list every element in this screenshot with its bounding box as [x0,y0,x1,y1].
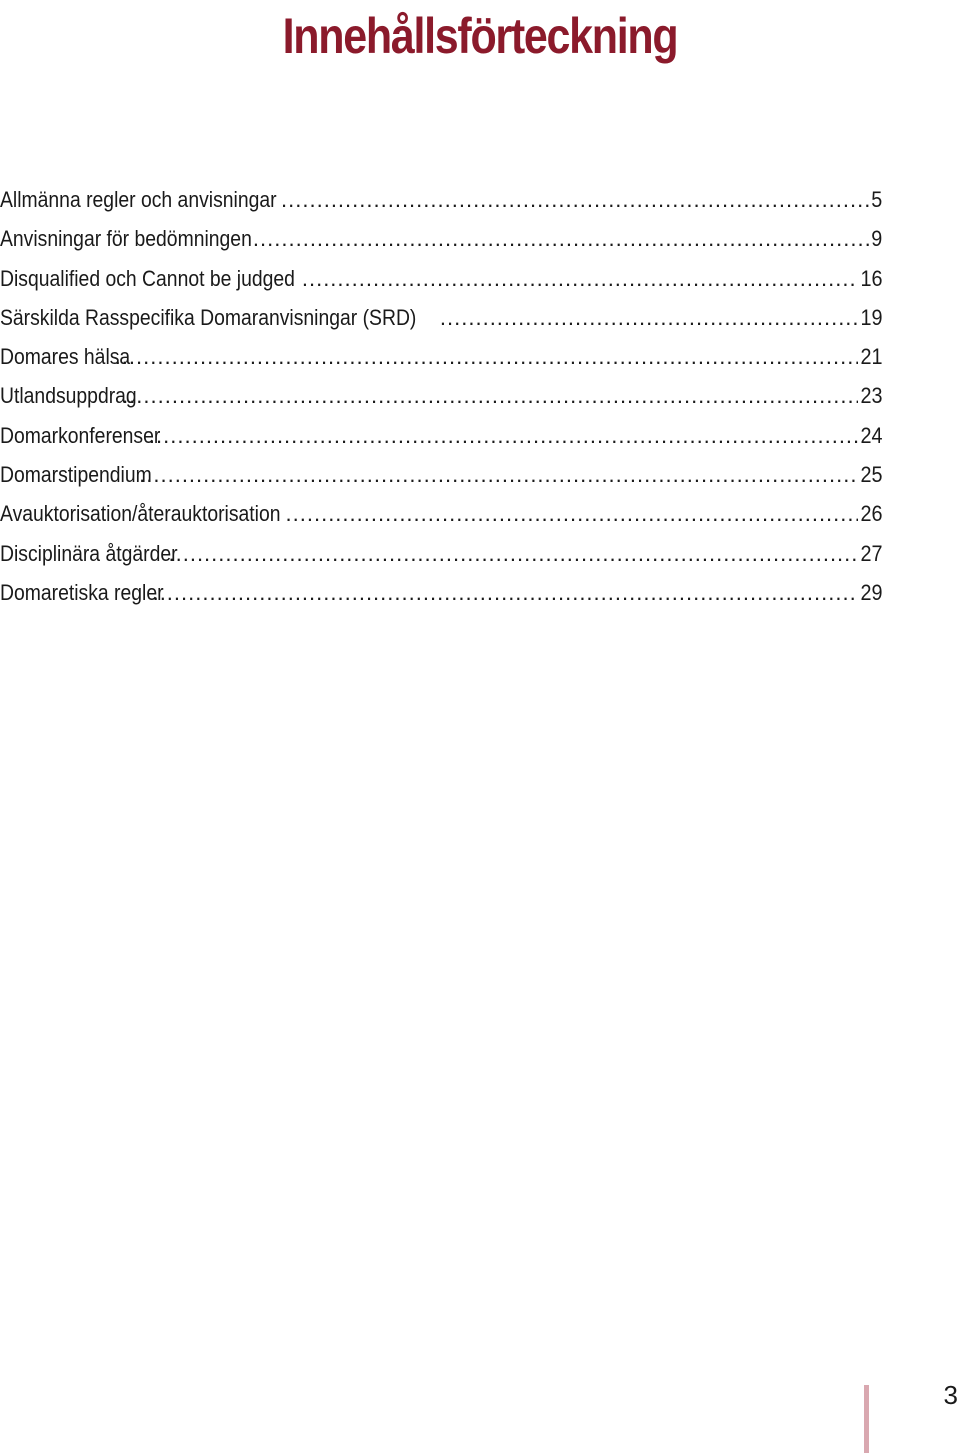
toc-dot-leader [113,337,858,376]
toc-entry[interactable] [0,455,882,494]
toc-dot-leader [279,180,870,219]
toc-entry[interactable] [0,337,882,376]
toc-entry-title: Disciplinära åtgärder [0,540,178,566]
toc-entry[interactable] [0,494,882,533]
toc-entry-title: Domarstipendium [0,462,152,488]
toc-entry-title: Anvisningar för bedömningen [0,226,252,252]
toc-entry[interactable] [0,259,882,298]
toc-entry-page: 27 [859,540,882,566]
footer-rule [864,1385,869,1453]
toc-entry-title: Avauktorisation/återauktorisation [0,501,281,527]
toc-dot-leader [137,455,857,494]
toc-dot-leader [300,259,858,298]
toc-dot-leader [147,416,858,455]
toc-entry[interactable] [0,573,882,612]
toc-dot-leader [251,219,870,258]
toc-entry-page: 24 [859,422,882,448]
toc-dot-leader [120,376,857,415]
toc-entry[interactable] [0,180,882,219]
page-number: 3 [943,1380,958,1410]
toc-entry[interactable] [0,376,882,415]
toc-entry-title: Särskilda Rasspecifika Domaranvisningar (SRD) [0,304,417,330]
toc-dot-leader [438,298,858,337]
toc-dot-leader [151,573,858,612]
toc-entry-title: Domarkonferenser [0,422,161,448]
toc-entry-page: 19 [859,304,882,330]
toc-entry-page: 9 [870,226,882,252]
toc-entry-page: 16 [859,265,882,291]
toc-entry-page: 5 [870,187,882,212]
toc-entry[interactable] [0,298,882,337]
page-title: Innehållsförteckning [282,8,678,64]
toc-dot-leader [167,534,858,573]
toc-entry-page: 21 [859,344,882,370]
toc-entry[interactable] [0,534,882,573]
toc-entry-title: Domaretiska regler [0,579,164,605]
toc-entry-title: Disqualified och Cannot be judged [0,265,295,291]
toc-entry-title: Allmänna regler och anvisningar [0,187,277,212]
toc-entry-page: 29 [859,579,882,605]
toc-entry-title: Domares hälsa [0,344,131,370]
toc-entry-page: 25 [859,462,882,488]
toc-entry-title: Utlandsuppdrag [0,383,137,409]
toc-dot-leader [284,494,858,533]
toc-entry-page: 26 [859,501,882,527]
toc-entry[interactable] [0,219,882,258]
toc-entry[interactable] [0,416,882,455]
table-of-contents [0,180,882,612]
toc-entry-page: 23 [859,383,882,409]
